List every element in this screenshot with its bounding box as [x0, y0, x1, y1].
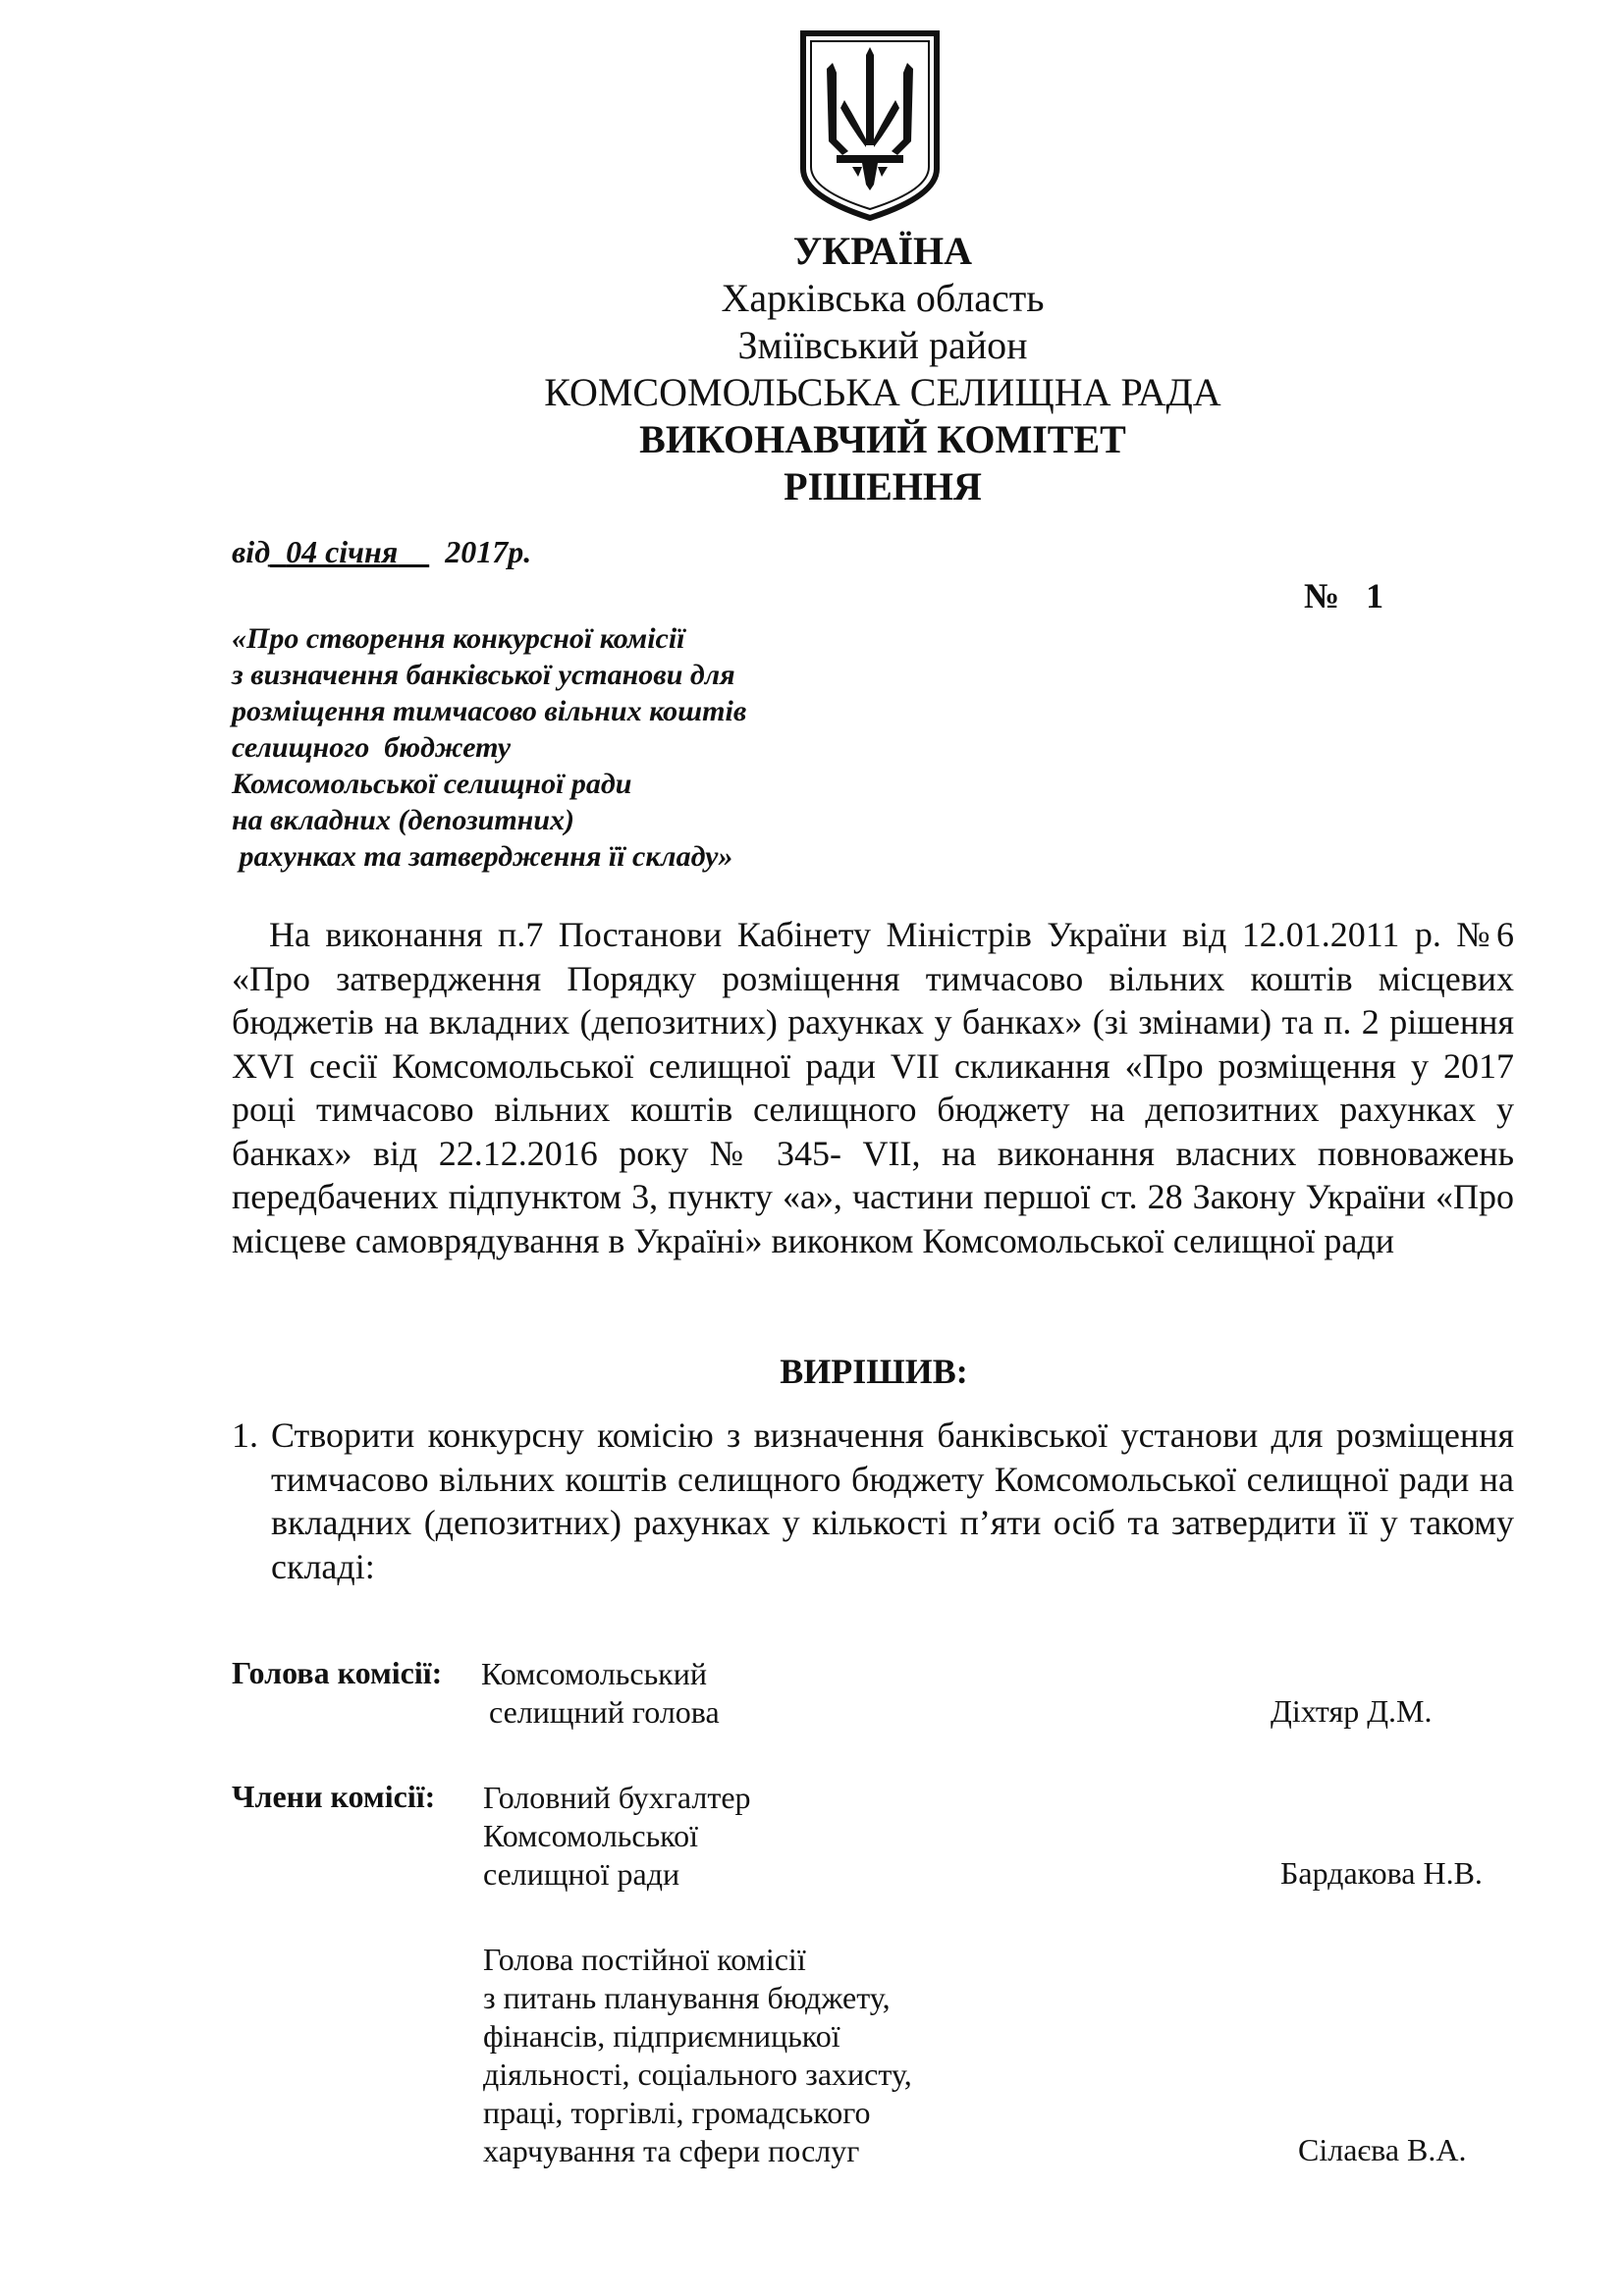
decision-subject [232, 620, 746, 875]
decided-heading: ВИРІШИВ: [780, 1352, 968, 1391]
date-day-month: _04 січня__ [270, 534, 430, 569]
position-line: харчування та сфери послуг [483, 2133, 860, 2168]
position-line: з питань планування бюджету, [483, 1980, 891, 2015]
item-text: Створити конкурсну комісію з визначення банківської установи для розміщення тимчасово вільних коштів селищного бюджету Комсомольської селищної ради на вкладних (депозитних) рахунках у кількості п’яти осіб та затвердити її у такому складі: [271, 1415, 1514, 1586]
subject-line: «Про створення конкурсної комісії [232, 622, 685, 655]
trident-coat-of-arms-icon [797, 29, 943, 222]
country-title: УКРАЇНА [792, 229, 973, 273]
item-number: 1. [232, 1415, 258, 1455]
chair-position [481, 1655, 720, 1732]
subject-line: з визначення банківської установи для [232, 659, 735, 691]
position-line: Комсомольський [481, 1656, 707, 1691]
council-name: КОМСОМОЛЬСЬКА СЕЛИЩНА РАДА [544, 370, 1221, 414]
member-position [483, 1941, 912, 2170]
date-prefix: від [232, 534, 271, 569]
date-year: 2017р. [445, 534, 532, 569]
document-type: РІШЕННЯ [784, 464, 982, 508]
subject-line: селищного бюджету [232, 731, 512, 764]
chair-name: Діхтяр Д.М. [1271, 1693, 1433, 1729]
subject-line: розміщення тимчасово вільних коштів [232, 695, 747, 727]
members-label: Члени комісії: [232, 1779, 436, 1814]
chair-label: Голова комісії: [232, 1655, 443, 1690]
position-line: діяльності, соціального захисту, [483, 2056, 912, 2092]
member-name: Сілаєва В.А. [1298, 2132, 1467, 2167]
subject-line: рахунках та затвердження її складу» [232, 840, 733, 873]
decision-number: № 1 [1304, 576, 1384, 615]
member-name: Бардакова Н.В. [1280, 1855, 1483, 1891]
decision-date [232, 534, 531, 570]
member-position [483, 1779, 751, 1894]
position-line: праці, торгівлі, громадського [483, 2095, 871, 2130]
committee-name: ВИКОНАВЧИЙ КОМІТЕТ [639, 417, 1126, 461]
position-line: селищний голова [481, 1694, 720, 1730]
subject-line: Комсомольської селищної ради [232, 768, 632, 800]
district-name: Зміївський район [737, 323, 1028, 367]
position-line: селищної ради [483, 1856, 680, 1892]
preamble-paragraph: На виконання п.7 Постанови Кабінету Міністрів України від 12.01.2011 р. №6 «Про затвердження Порядку розміщення тимчасово вільних коштів місцевих бюджетів на вкладних (депозитних) рахунках у банках» (зі змінами) та п. 2 рішення XVI сесії Комсомольської селищної ради VII скликання «Про розміщення у 2017 році тимчасово вільних коштів селищного бюджету на депозитних рахунках у банках» від 22.12.2016 року № 345- VII, на виконання власних повноважень передбачених підпунктом 3, пункту «а», частини першої ст. 28 Закону України «Про місцеве самоврядування в Україні» виконком Комсомольської селищної ради [232, 915, 1514, 1260]
position-line: Комсомольської [483, 1818, 698, 1853]
resolution-item [232, 1414, 1514, 1588]
subject-line: на вкладних (депозитних) [232, 804, 575, 836]
position-line: Головний бухгалтер [483, 1780, 751, 1815]
position-line: фінансів, підприємницької [483, 2018, 840, 2054]
region-name: Харківська область [721, 276, 1045, 320]
position-line: Голова постійної комісії [483, 1942, 806, 1977]
